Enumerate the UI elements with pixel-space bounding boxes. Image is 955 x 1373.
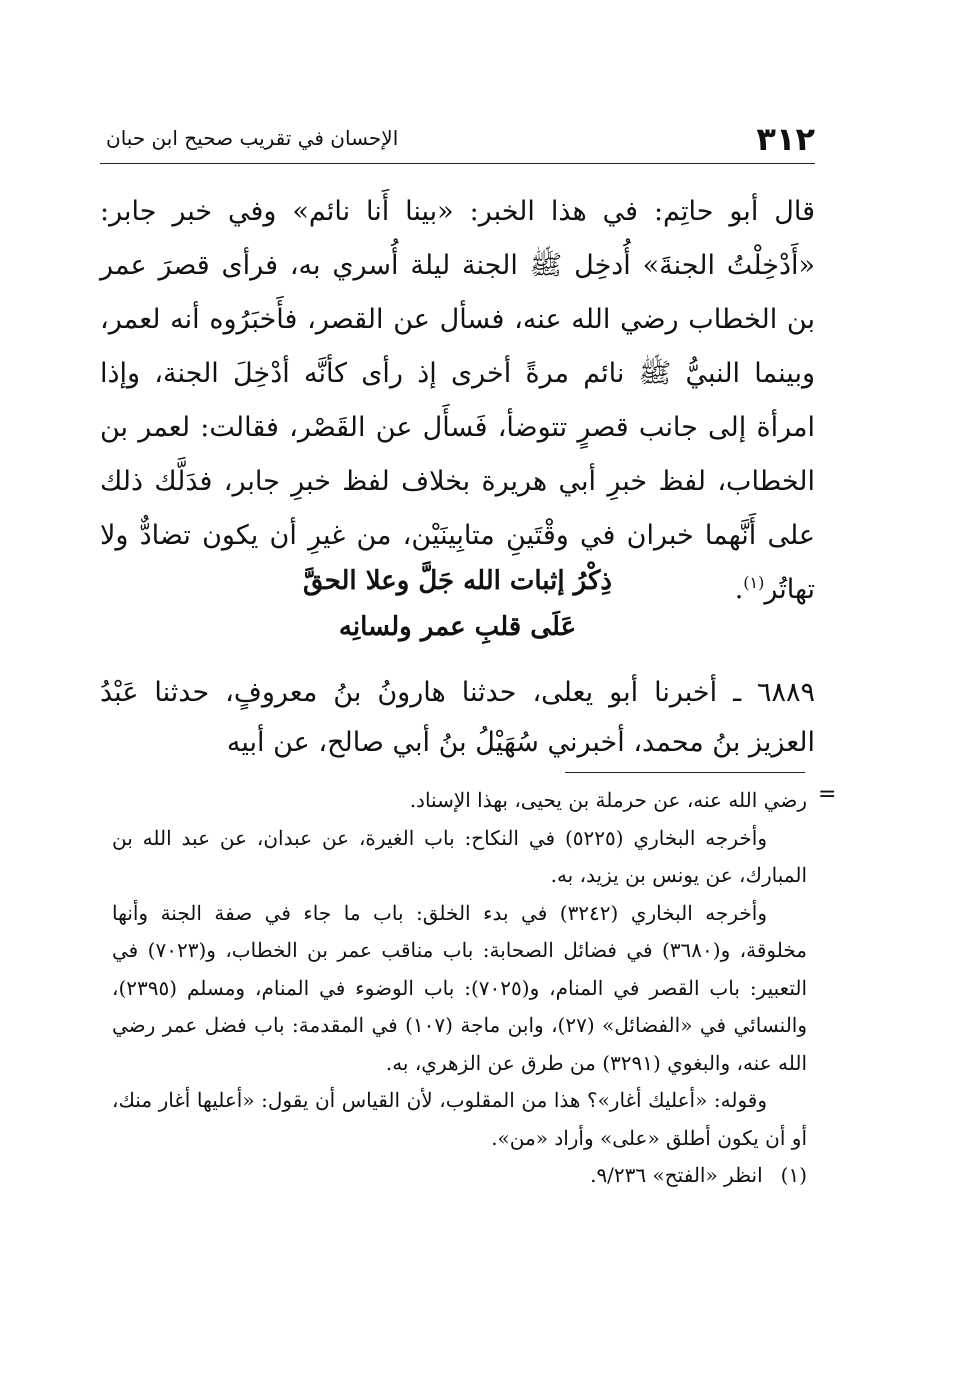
note-bukhari-nikah: وأخرجه البخاري (٥٢٢٥) في النكاح: باب الغيرة، عن عبدان، عن عبد الله بن المبارك، عن يونس بن يزيد، به.: [112, 825, 807, 887]
main-text: [100, 185, 815, 617]
page-header: [100, 118, 815, 162]
footnote-text: انظر «الفتح» ٩/٢٣٦.: [590, 1163, 763, 1187]
commentary-text: قال أبو حاتِم: في هذا الخبر: «بينا أَنا نائم» وفي خبر جابر: «أَدْخِلْتُ الجنةَ» أُدخِل ﷺ الجنة ليلة أُسري به، فرأى قصرَ عمر بن الخطاب رضي الله عنه، فسأل عن القصر، فأَخبَرُوه أنه لعمر، وبينما النبيُّ ﷺ نائم مرةً أخرى إذ رأى كأنَّه أدْخِلَ الجنة، وإذا امرأة إلى جانب قصرٍ تتوضأ، فَسأَل عن القَصْر، فقالت: لعمر بن الخطاب، لفظ خبرِ أبي هريرة بخلاف لفظ خبرِ جابر، فدَلَّك ذلك على أَنَّهما خبران في وقْتَينِ متابِينَيْن، من غيرِ أن يكون تضادٌّ ولا تهاتُر: [100, 196, 815, 605]
page-number: ٣١٢: [756, 120, 815, 158]
hadith-block: [100, 668, 815, 768]
section-heading-line-2: عَلَى قلبِ عمر ولسانِه: [338, 612, 577, 642]
footnotes-area: [112, 782, 807, 1195]
note-bukhari-badu-khalq: وأخرجه البخاري (٣٢٤٢) في بدء الخلق: باب ما جاء في صفة الجنة وأنها مخلوقة، و(٣٦٨٠) في فضائل الصحابة: باب مناقب عمر بن الخطاب، و(٧٠٢٣) في التعبير: باب القصر في المنام، و(٧٠٢٥): باب الوضوء في المنام، ومسلم (٢٣٩٥)، والنسائي في «الفضائل» (٢٧)، وابن ماجة (١٠٧) في المقدمة: باب فضل عمر رضي الله عنه، والبغوي (٣٢٩١) من طرق عن الزهري، به.: [112, 900, 808, 1075]
note-explanation: وقوله: «أعليك أغار»؟ هذا من المقلوب، لأن القياس أن يقول: «أعليها أغار منك، أو أن يكون أطلق «على» وأراد «من».: [112, 1088, 807, 1150]
hadith-text: ٦٨٨٩ ـ أخبرنا أبو يعلى، حدثنا هارونُ بنُ معروفٍ، حدثنا عَبْدُ العزيز بنُ محمد، أخبرني سُهَيْلُ بنُ أبي صالح، عن أبيه: [100, 677, 815, 758]
running-title: الإحسان في تقريب صحيح ابن حبان: [106, 126, 399, 150]
commentary-paragraph: [100, 185, 815, 617]
footnote-number: (١): [780, 1163, 807, 1187]
end-mark: .: [734, 574, 744, 605]
footnote-reference: (١): [743, 573, 765, 592]
section-heading: [100, 558, 815, 650]
continuation-marker: =: [818, 782, 837, 807]
note-continuation: رضي الله عنه، عن حرملة بن يحيى، بهذا الإسناد.: [409, 788, 807, 812]
section-heading-line-1: ذِكْرُ إثبات الله جَلَّ وعلا الحقَّ: [303, 566, 612, 596]
footnote-1: [112, 1157, 807, 1195]
header-rule: [100, 163, 815, 164]
footnote-separator: [565, 772, 805, 773]
